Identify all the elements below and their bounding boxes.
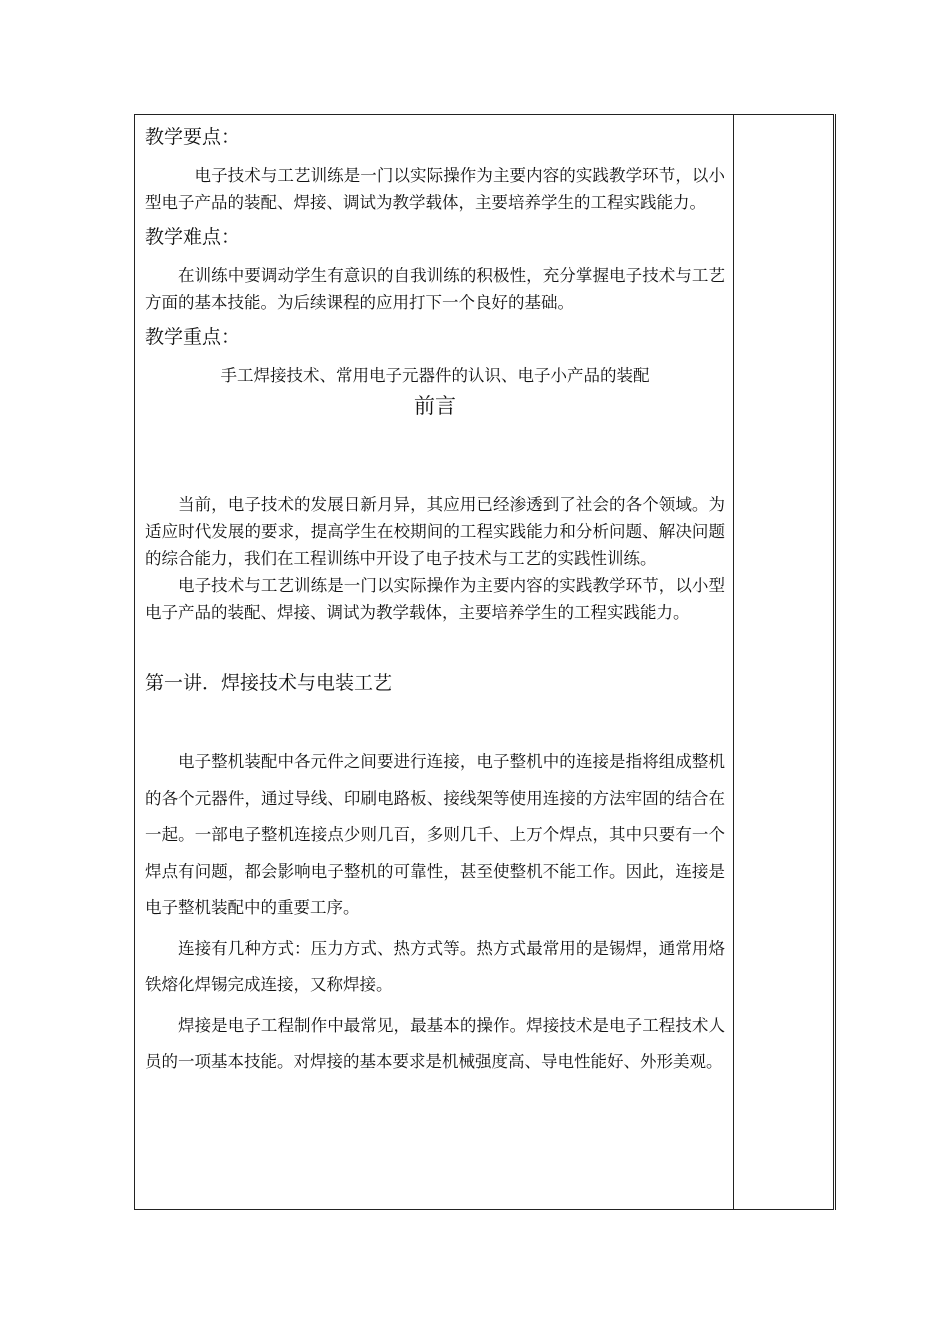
- key-points-body: 电子技术与工艺训练是一门以实际操作为主要内容的实践教学环节，以小型电子产品的装配、焊接、调试为教学载体，主要培养学生的工程实践能力。: [145, 166, 725, 212]
- lecture-1-paragraph-3: 焊接是电子工程制作中最常见，最基本的操作。焊接技术是电子工程技术人员的一项基本技能。对焊接的基本要求是机械强度高、导电性能好、外形美观。: [145, 1015, 725, 1071]
- key-points-heading: 教学要点：: [145, 126, 241, 148]
- lecture-1-paragraph-1: 电子整机装配中各元件之间要进行连接，电子整机中的连接是指将组成整机的各个元器件，通过导线、印刷电路板、接线架等使用连接的方法牢固的结合在一起。一部电子整机连接点少则几百，多则几千、上万个焊点，其中只要有一个焊点有问题，都会影响电子整机的可靠性，甚至使整机不能工作。因此，连接是电子整机装配中的重要工序。: [145, 752, 725, 917]
- column-divider: [733, 114, 734, 1210]
- lecture-1-paragraph-2: 连接有几种方式：压力方式、热方式等。热方式最常用的是锡焊，通常用烙铁熔化焊锡完成连接，又称焊接。: [145, 938, 725, 994]
- table-outer-border: [834, 114, 836, 1210]
- foreword-paragraph-2: 电子技术与工艺训练是一门以实际操作为主要内容的实践教学环节，以小型电子产品的装配、焊接、调试为教学载体，主要培养学生的工程实践能力。: [145, 576, 725, 622]
- focus-heading: 教学重点：: [145, 326, 241, 348]
- lecture-1-title: 第一讲．焊接技术与电装工艺: [145, 672, 393, 694]
- main-cell: [145, 118, 725, 1081]
- foreword-paragraph-1: 当前，电子技术的发展日新月异，其应用已经渗透到了社会的各个领域。为适应时代发展的要求，提高学生在校期间的工程实践能力和分析问题、解决问题的综合能力，我们在工程训练中开设了电子技术与工艺的实践性训练。: [145, 495, 725, 568]
- focus-body: 手工焊接技术、常用电子元器件的认识、电子小产品的装配: [220, 366, 650, 385]
- difficulties-body: 在训练中要调动学生有意识的自我训练的积极性，充分掌握电子技术与工艺方面的基本技能。为后续课程的应用打下一个良好的基础。: [145, 266, 725, 312]
- foreword-title: 前言: [414, 394, 456, 418]
- difficulties-heading: 教学难点：: [145, 226, 241, 248]
